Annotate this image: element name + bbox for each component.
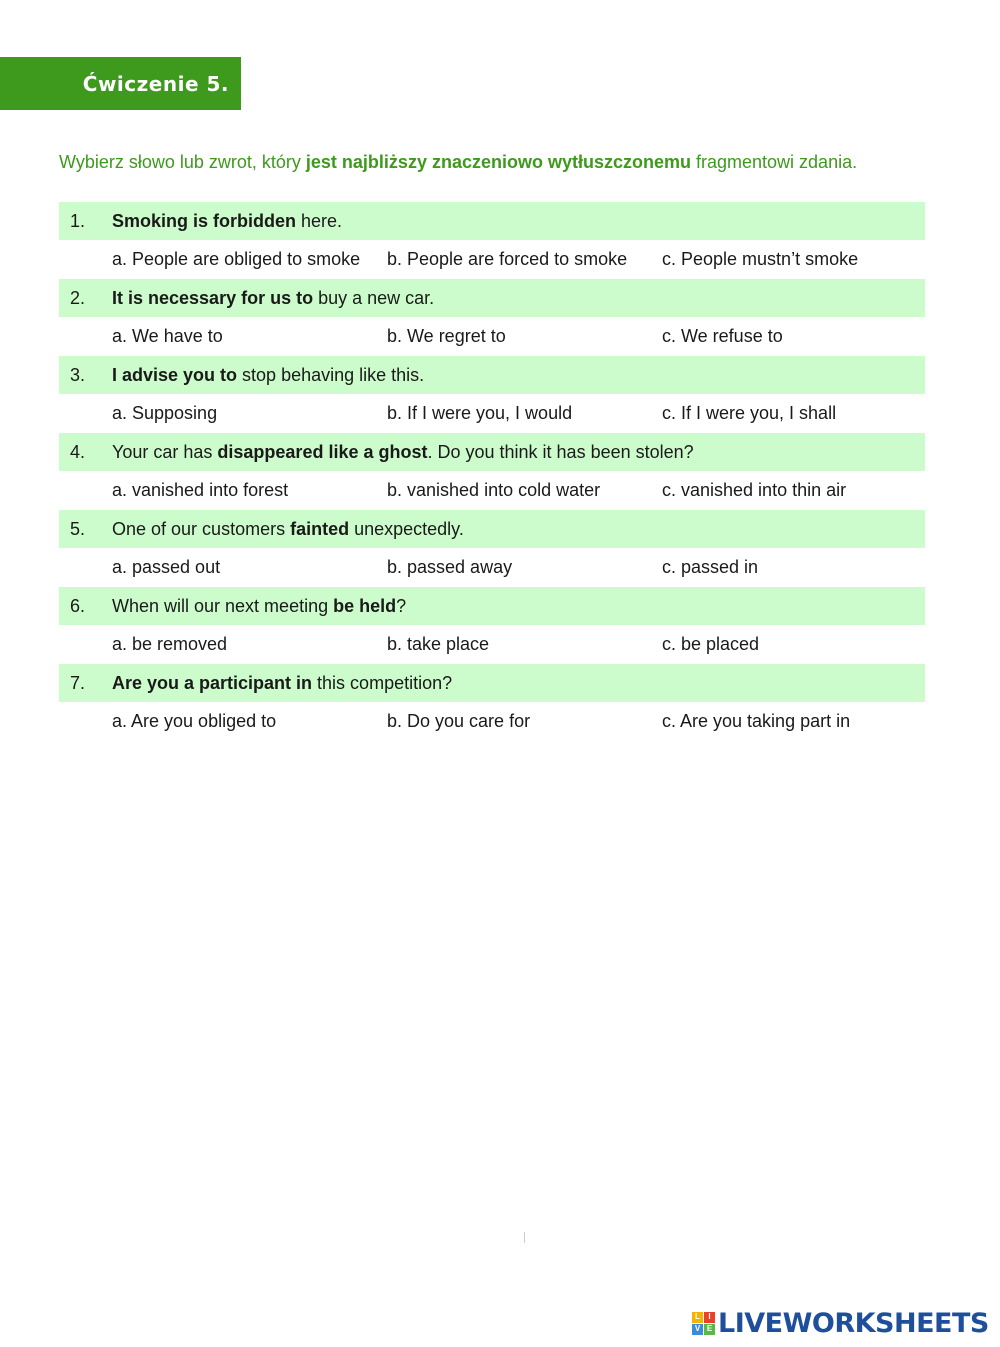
liveworksheets-logo — [692, 1306, 989, 1340]
answer-row — [59, 394, 925, 433]
option-c[interactable]: c. vanished into thin air — [662, 480, 847, 500]
option-b[interactable]: b. We regret to — [387, 326, 506, 346]
question-text: When will our next meeting be held? — [112, 595, 407, 616]
answer-row — [59, 625, 925, 664]
questions-table — [59, 202, 925, 741]
question-number: 3. — [70, 364, 86, 385]
answer-row — [59, 471, 925, 510]
option-a[interactable]: a. vanished into forest — [112, 480, 289, 500]
exercise-title: Ćwiczenie 5. — [82, 71, 229, 96]
question-text: Your car has disappeared like a ghost. Do you think it has been stolen? — [112, 441, 694, 462]
option-b[interactable]: b. passed away — [387, 557, 513, 577]
option-a[interactable]: a. Are you obliged to — [112, 711, 277, 731]
option-a[interactable]: a. Supposing — [112, 403, 218, 423]
question-row — [59, 433, 925, 471]
logo-letter-tile: I — [704, 1312, 715, 1323]
option-b[interactable]: b. If I were you, I would — [387, 403, 573, 423]
question-text: It is necessary for us to buy a new car. — [112, 287, 435, 308]
answer-row — [59, 702, 925, 741]
option-c[interactable]: c. Are you taking part in — [662, 711, 851, 731]
option-a[interactable]: a. passed out — [112, 557, 221, 577]
logo-letter-tile: E — [704, 1324, 715, 1335]
question-row — [59, 587, 925, 625]
logo-letter-tile: V — [692, 1324, 703, 1335]
center-mark — [524, 1232, 525, 1243]
question-row — [59, 356, 925, 394]
logo-icon — [692, 1312, 715, 1335]
question-text: Are you a participant in this competition? — [112, 672, 453, 693]
option-a[interactable]: a. People are obliged to smoke — [112, 249, 361, 269]
answer-row — [59, 240, 925, 279]
option-b[interactable]: b. Do you care for — [387, 711, 531, 731]
question-number: 7. — [70, 672, 86, 693]
question-row — [59, 279, 925, 317]
option-b[interactable]: b. vanished into cold water — [387, 480, 601, 500]
question-row — [59, 510, 925, 548]
option-c[interactable]: c. People mustn’t smoke — [662, 249, 859, 269]
answer-row — [59, 548, 925, 587]
logo-letter-tile: L — [692, 1312, 703, 1323]
option-c[interactable]: c. be placed — [662, 634, 760, 654]
option-c[interactable]: c. We refuse to — [662, 326, 783, 346]
option-b[interactable]: b. take place — [387, 634, 490, 654]
question-text: One of our customers fainted unexpectedly. — [112, 518, 464, 539]
option-a[interactable]: a. be removed — [112, 634, 228, 654]
answer-row — [59, 317, 925, 356]
exercise-title-banner — [0, 57, 241, 110]
question-number: 2. — [70, 287, 86, 308]
question-number: 5. — [70, 518, 86, 539]
logo-text: LIVEWORKSHEETS — [718, 1307, 989, 1339]
option-b[interactable]: b. People are forced to smoke — [387, 249, 628, 269]
instruction-text: Wybierz słowo lub zwrot, który jest najbliższy znaczeniowo wytłuszczonemu fragmentowi zdania. — [59, 152, 858, 172]
question-number: 1. — [70, 210, 86, 231]
option-a[interactable]: a. We have to — [112, 326, 223, 346]
question-row — [59, 202, 925, 240]
question-row — [59, 664, 925, 702]
question-number: 4. — [70, 441, 86, 462]
question-number: 6. — [70, 595, 86, 616]
option-c[interactable]: c. passed in — [662, 557, 759, 577]
question-text: Smoking is forbidden here. — [112, 210, 343, 231]
option-c[interactable]: c. If I were you, I shall — [662, 403, 837, 423]
question-text: I advise you to stop behaving like this. — [112, 364, 425, 385]
